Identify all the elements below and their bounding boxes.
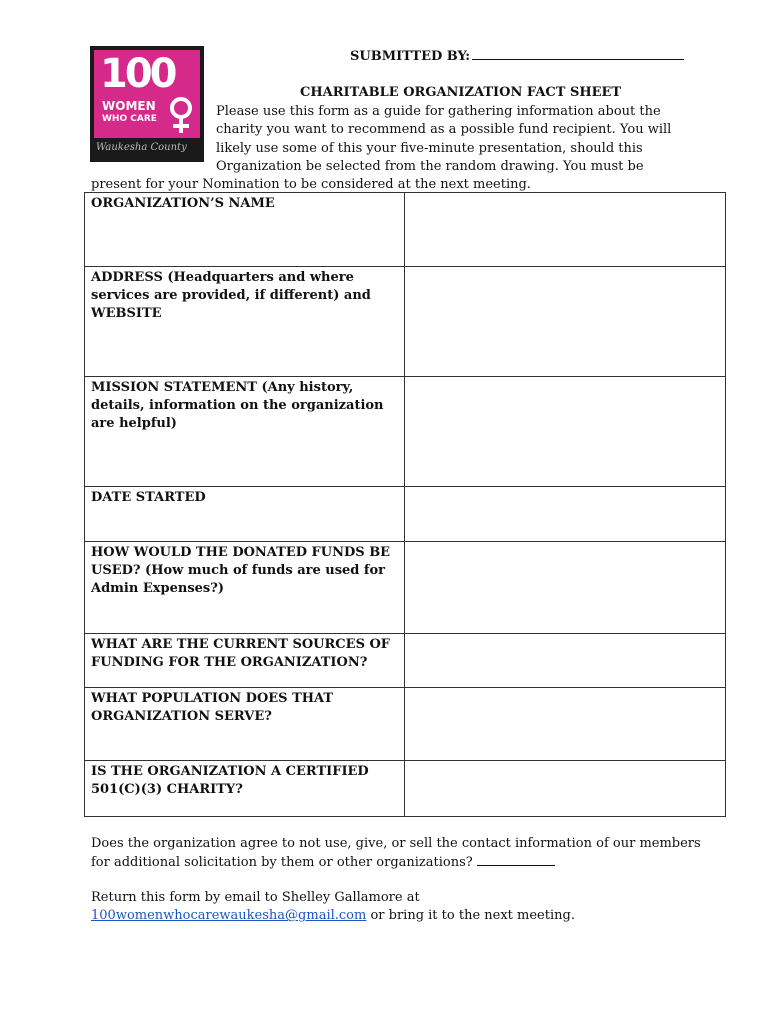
- consent-question: [91, 835, 711, 872]
- answer-cell[interactable]: [405, 634, 726, 688]
- answer-cell[interactable]: [405, 193, 726, 267]
- row-label: WHAT ARE THE CURRENT SOURCES OF FUNDING FOR THE ORGANIZATION?: [85, 634, 405, 688]
- row-label: HOW WOULD THE DONATED FUNDS BE USED? (How much of funds are used for Admin Expenses?): [85, 542, 405, 634]
- intro-text: Please use this form as a guide for gathering information about the charity you want to recommend as a possible fund recipient. You will likely use some of this your five-minute presentation, should this Organization be selected from the random drawing. You must be: [216, 104, 672, 174]
- table-row: [85, 487, 726, 542]
- answer-cell[interactable]: [405, 761, 726, 817]
- logo-county: Waukesha County: [96, 142, 187, 153]
- answer-cell[interactable]: [405, 542, 726, 634]
- answer-cell[interactable]: [405, 688, 726, 761]
- table-row: [85, 634, 726, 688]
- table-row: [85, 542, 726, 634]
- submitted-by: [350, 47, 684, 64]
- logo-number: 100: [100, 51, 175, 97]
- logo-word-women: WOMEN: [102, 99, 156, 113]
- consent-question-text: Does the organization agree to not use, give, or sell the contact information of our members for additional solicitation by them or other organizations?: [91, 836, 701, 871]
- venus-symbol-icon: [164, 96, 198, 134]
- table-row: [85, 377, 726, 487]
- return-instructions: [91, 889, 711, 925]
- consent-answer-field[interactable]: [477, 853, 555, 866]
- submitted-by-label: SUBMITTED BY:: [350, 49, 471, 64]
- answer-cell[interactable]: [405, 377, 726, 487]
- row-label: WHAT POPULATION DOES THAT ORGANIZATION SERVE?: [85, 688, 405, 761]
- row-label: MISSION STATEMENT (Any history, details, information on the organization are helpful): [85, 377, 405, 487]
- table-row: [85, 267, 726, 377]
- return-tail: or bring it to the next meeting.: [366, 908, 575, 924]
- page-title: CHARITABLE ORGANIZATION FACT SHEET: [300, 85, 622, 100]
- fact-sheet-table: [84, 192, 726, 817]
- row-label: ADDRESS (Headquarters and where services are provided, if different) and WEBSITE: [85, 267, 405, 377]
- submitted-by-field[interactable]: [472, 47, 684, 60]
- email-link[interactable]: 100womenwhocarewaukesha@gmail.com: [91, 908, 367, 924]
- answer-cell[interactable]: [405, 487, 726, 542]
- logo-word-who-care: WHO CARE: [102, 114, 157, 124]
- intro-text-last-line: present for your Nomination to be considered at the next meeting.: [91, 177, 531, 192]
- row-label: ORGANIZATION’S NAME: [85, 193, 405, 267]
- table-row: [85, 761, 726, 817]
- logo: [90, 46, 204, 162]
- answer-cell[interactable]: [405, 267, 726, 377]
- return-text: Return this form by email to Shelley Gallamore at: [91, 890, 420, 905]
- logo-panel: [94, 50, 200, 138]
- row-label: IS THE ORGANIZATION A CERTIFIED 501(C)(3) CHARITY?: [85, 761, 405, 817]
- table-row: [85, 688, 726, 761]
- row-label: DATE STARTED: [85, 487, 405, 542]
- table-row: [85, 193, 726, 267]
